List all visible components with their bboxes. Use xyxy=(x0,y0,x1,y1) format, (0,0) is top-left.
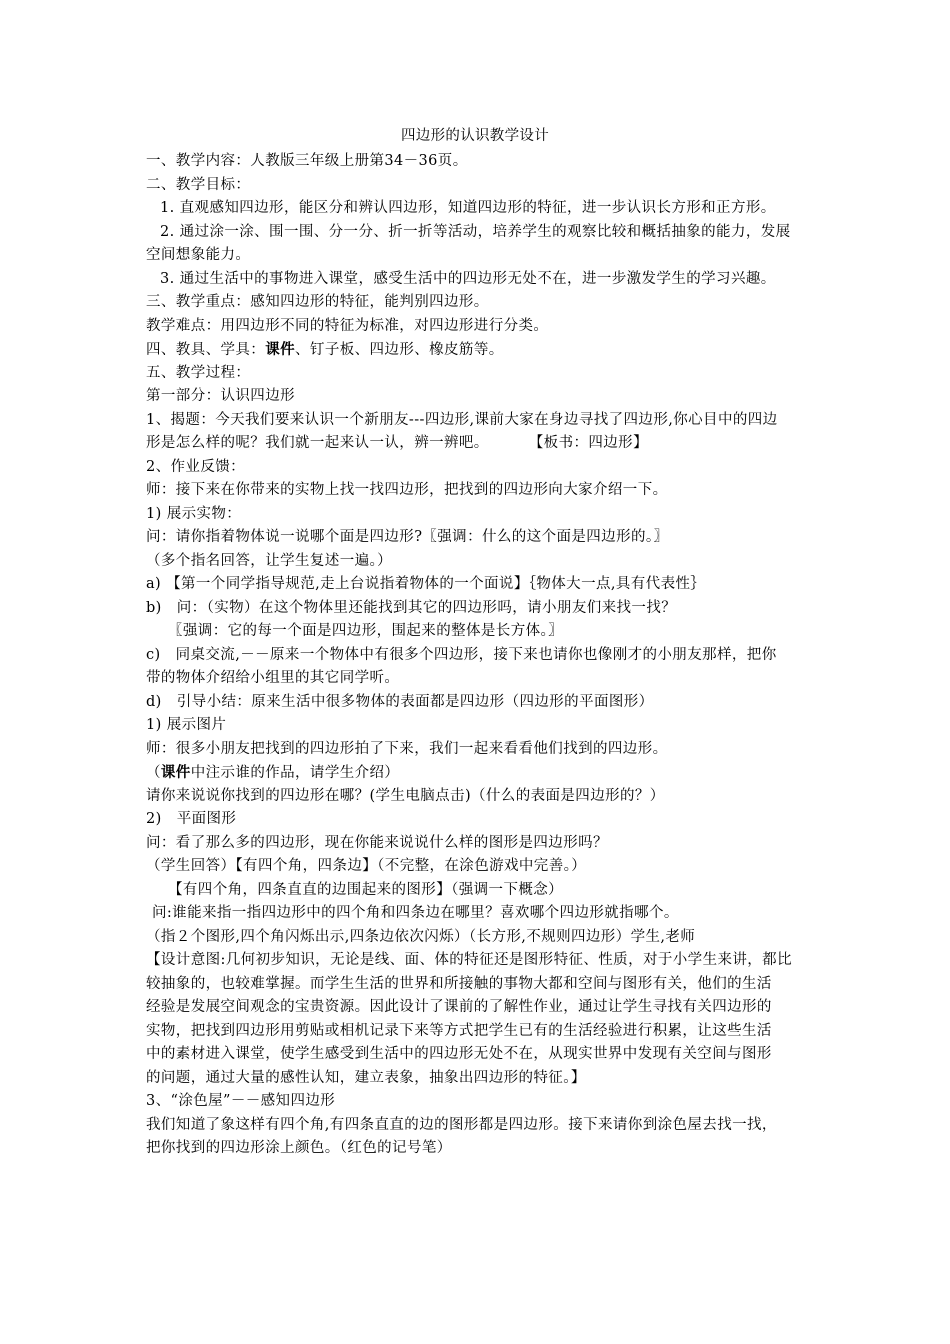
question-3: 问：看了那么多的四边形，现在你能来说说什么样的图形是四边形吗？ xyxy=(146,834,608,851)
step-1: 1、揭题：今天我们要来认识一个新朋友---四边形,课前大家在身边寻找了四边形,你心目中的四边 xyxy=(146,411,778,428)
goal-2: 2. 通过涂一涂、围一围、分一分、折一折等活动，培养学生的观察比较和概括抽象的能力，发展 xyxy=(160,223,791,240)
step-3-text-cont: 把你找到的四边形涂上颜色。（红色的记号笔） xyxy=(146,1140,452,1156)
teacher-line-1: 师：接下来在你带来的实物上找一找四边形，把找到的四边形向大家介绍一下。 xyxy=(146,482,668,498)
item-c-cont: 带的物体介绍给小组里的其它同学听。 xyxy=(146,670,400,686)
plane-figures: 2) 平面图形 xyxy=(146,811,237,827)
tools-courseware: 课件 xyxy=(265,341,296,358)
question-1: 问：请你指着物体说一说哪个面是四边形?〖强调：什么的这个面是四边形的。〗 xyxy=(146,529,669,545)
item-d: d) 引导小结：原来生活中很多物体的表面都是四边形（四边形的平面图形） xyxy=(146,693,654,710)
section-content: 一、教学内容：人教版三年级上册第34－36页。 xyxy=(146,153,468,169)
note-1: （多个指名回答，让学生复述一遍。） xyxy=(146,552,393,569)
courseware-note-open: （ xyxy=(146,765,161,781)
goal-3: 3. 通过生活中的事物进入课堂，感受生活中的四边形无处不在，进一步激发学生的学习兴趣。 xyxy=(160,270,776,287)
tools-label: 四、教具、学具： xyxy=(146,342,266,358)
design-intent-2: 较抽象的，也较难掌握。而学生生活的世界和所接触的事物大都和空间与图形有关，他们的生活 xyxy=(146,975,772,992)
step-1-cont: 形是怎么样的呢？我们就一起来认一认，辨一辨吧。 【板书：四边形】 xyxy=(146,435,648,451)
teacher-line-2: 师：很多小朋友把找到的四边形拍了下来，我们一起来看看他们找到的四边形。 xyxy=(146,740,668,757)
document-body xyxy=(146,150,810,1161)
question-4: 问:谁能来指一指四边形中的四个角和四条边在哪里？喜欢哪个四边形就指哪个。 xyxy=(152,905,679,921)
design-intent-5: 中的素材进入课堂，使学生感受到生活中的四边形无处不在，从现实世界中发现有关空间与图形 xyxy=(146,1046,772,1062)
courseware-note xyxy=(146,761,810,785)
section-process: 五、教学过程： xyxy=(146,364,251,381)
goal-1: 1. 直观感知四边形，能区分和辨认四边形，知道四边形的特征，进一步认识长方形和正方形。 xyxy=(160,200,776,216)
item-c: c) 同桌交流,－－原来一个物体中有很多个四边形，接下来也请你也像刚才的小朋友那样，把你 xyxy=(146,646,777,663)
courseware-note-rest: 中注示谁的作品，请学生介绍） xyxy=(190,765,400,781)
difficult-points: 教学难点：用四边形不同的特征为标准，对四边形进行分类。 xyxy=(146,317,549,334)
goal-2-cont: 空间想象能力。 xyxy=(146,247,251,263)
design-intent-6: 的问题，通过大量的感性认知，建立表象，抽象出四边形的特征。】 xyxy=(146,1069,586,1086)
courseware-note-bold: 课件 xyxy=(160,764,191,781)
part-one-heading: 第一部分：认识四边形 xyxy=(146,388,295,404)
demo-line: （指２个图形,四个角闪烁出示,四条边依次闪烁）（长方形,不规则四边形）学生,老师 xyxy=(146,928,696,945)
show-objects: 1) 展示实物： xyxy=(146,505,242,522)
emphasis-b: 〖强调：它的每一个面是四边形，围起来的整体是长方体。〗 xyxy=(168,623,564,639)
show-pictures: 1) 展示图片 xyxy=(146,717,227,733)
section-goals: 二、教学目标： xyxy=(146,176,251,193)
design-intent-4: 实物，把找到四边形用剪贴或相机记录下来等方式把学生已有的生活经验进行积累，让这些生活 xyxy=(146,1022,772,1039)
student-answer: （学生回答）【有四个角，四条边】（不完整，在涂色游戏中完善。） xyxy=(146,858,587,874)
concept-line: 【有四个角，四条直直的边围起来的图形】（强调一下概念） xyxy=(168,881,564,898)
question-2: 请你来说说你找到的四边形在哪？(学生电脑点击)（什么的表面是四边形的？） xyxy=(146,787,665,804)
tools-rest: 、钉子板、四边形、橡皮筋等。 xyxy=(295,342,504,358)
item-b: b) 问：（实物）在这个物体里还能找到其它的四边形吗，请小朋友们来找一找？ xyxy=(146,599,677,616)
design-intent-3: 经验是发展空间观念的宝贵资源。因此设计了课前的了解性作业，通过让学生寻找有关四边形的 xyxy=(146,999,772,1015)
item-a: a) 【第一个同学指导规范,走上台说指着物体的一个面说】｛物体大一点,具有代表性｝ xyxy=(146,576,706,592)
step-3-text: 我们知道了象这样有四个角,有四条直直的边的图形都是四边形。接下来请你到涂色屋去找一找， xyxy=(146,1116,777,1133)
section-tools xyxy=(146,338,810,362)
step-2: 2、作业反馈： xyxy=(146,458,246,475)
design-intent-1: 【设计意图:几何初步知识，无论是线、面、体的特征还是图形特征、性质，对于小学生来讲，都比 xyxy=(146,952,792,968)
step-3: 3、“涂色屋”－－感知四边形 xyxy=(146,1093,336,1109)
section-key-points: 三、教学重点：感知四边形的特征，能判别四边形。 xyxy=(146,294,489,310)
document-title: 四边形的认识教学设计 xyxy=(401,128,549,144)
